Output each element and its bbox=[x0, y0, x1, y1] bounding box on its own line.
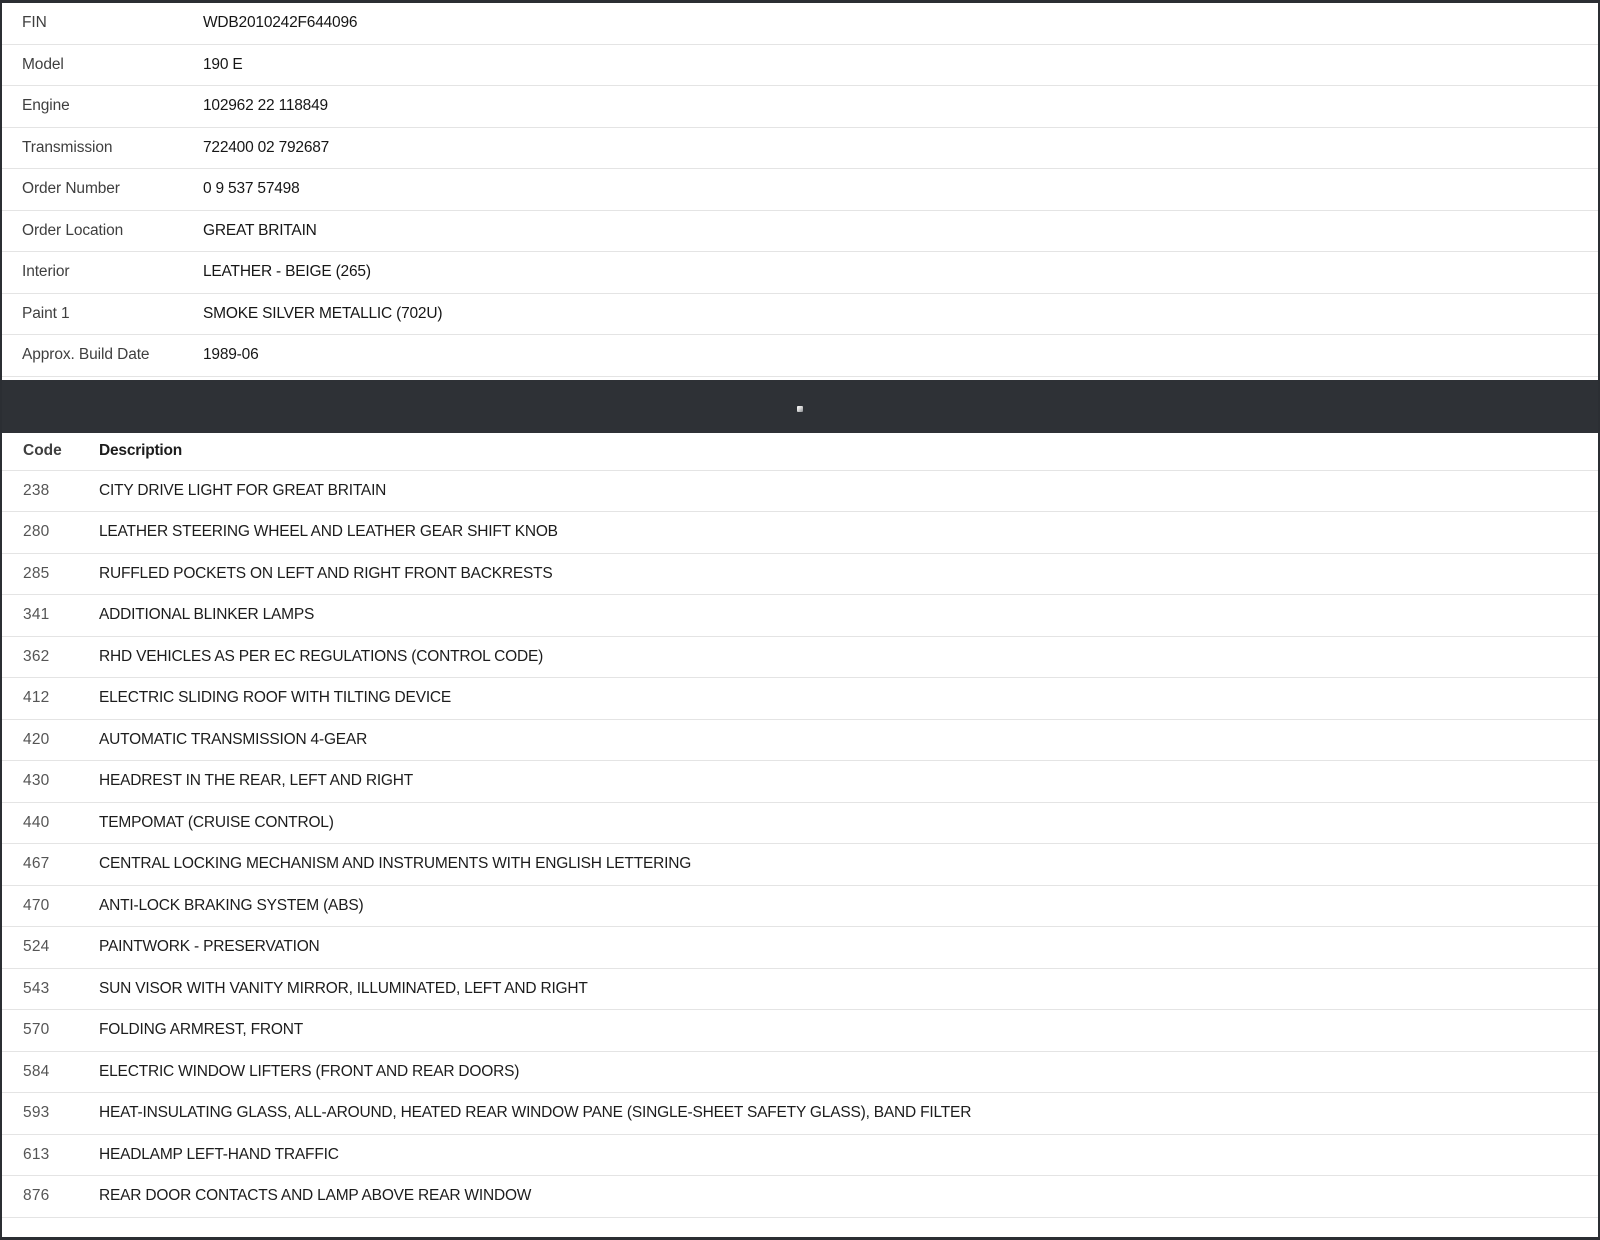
option-code: 593 bbox=[23, 1104, 50, 1122]
option-code: 412 bbox=[23, 689, 50, 707]
option-code: 570 bbox=[23, 1021, 50, 1039]
option-code-row bbox=[2, 927, 1598, 969]
broken-image-placeholder-icon bbox=[797, 406, 803, 412]
option-code-row bbox=[2, 844, 1598, 886]
option-code-row bbox=[2, 595, 1598, 637]
vehicle-info-value: LEATHER - BEIGE (265) bbox=[203, 263, 371, 281]
vehicle-info-row bbox=[2, 3, 1598, 45]
option-description: REAR DOOR CONTACTS AND LAMP ABOVE REAR WINDOW bbox=[99, 1187, 532, 1205]
option-code-row bbox=[2, 969, 1598, 1011]
vehicle-info-value: 102962 22 118849 bbox=[203, 97, 328, 115]
option-code-row bbox=[2, 554, 1598, 596]
option-description: TEMPOMAT (CRUISE CONTROL) bbox=[99, 813, 334, 831]
option-description: RHD VEHICLES AS PER EC REGULATIONS (CONTROL CODE) bbox=[99, 647, 544, 665]
option-description: CENTRAL LOCKING MECHANISM AND INSTRUMENTS WITH ENGLISH LETTERING bbox=[99, 855, 692, 873]
option-description: ELECTRIC SLIDING ROOF WITH TILTING DEVICE bbox=[99, 689, 452, 707]
option-description: AUTOMATIC TRANSMISSION 4-GEAR bbox=[99, 730, 368, 748]
option-description: ELECTRIC WINDOW LIFTERS (FRONT AND REAR DOORS) bbox=[99, 1062, 520, 1080]
option-description: CITY DRIVE LIGHT FOR GREAT BRITAIN bbox=[99, 481, 387, 499]
vehicle-info-value: 1989-06 bbox=[203, 346, 259, 364]
option-code-row bbox=[2, 678, 1598, 720]
option-code-row bbox=[2, 1093, 1598, 1135]
option-code: 420 bbox=[23, 730, 50, 748]
vehicle-info-value: WDB2010242F644096 bbox=[203, 14, 358, 32]
option-code-row bbox=[2, 1176, 1598, 1218]
vehicle-info-row bbox=[2, 294, 1598, 336]
option-code: 341 bbox=[23, 606, 50, 624]
option-description: HEADLAMP LEFT-HAND TRAFFIC bbox=[99, 1145, 339, 1163]
option-code-row bbox=[2, 512, 1598, 554]
vehicle-info-row bbox=[2, 169, 1598, 211]
vehicle-info-value: 0 9 537 57498 bbox=[203, 180, 300, 198]
vehicle-info-value: SMOKE SILVER METALLIC (702U) bbox=[203, 304, 443, 322]
option-code: 467 bbox=[23, 855, 50, 873]
options-table-body bbox=[2, 471, 1598, 1218]
option-code-row bbox=[2, 803, 1598, 845]
vehicle-info-label: Engine bbox=[22, 97, 70, 115]
vehicle-info-label: Approx. Build Date bbox=[22, 346, 150, 364]
option-code: 876 bbox=[23, 1187, 50, 1205]
description-column-header: Description bbox=[99, 442, 183, 460]
option-code-row bbox=[2, 886, 1598, 928]
vehicle-info-row bbox=[2, 45, 1598, 87]
option-code-row bbox=[2, 471, 1598, 513]
option-description: SUN VISOR WITH VANITY MIRROR, ILLUMINATED, LEFT AND RIGHT bbox=[99, 979, 588, 997]
vehicle-info-label: Model bbox=[22, 55, 64, 73]
option-description: RUFFLED POCKETS ON LEFT AND RIGHT FRONT BACKRESTS bbox=[99, 564, 553, 582]
option-code-row bbox=[2, 1010, 1598, 1052]
option-code: 470 bbox=[23, 896, 50, 914]
option-code-row bbox=[2, 1052, 1598, 1094]
option-code-row bbox=[2, 637, 1598, 679]
vehicle-info-label: Paint 1 bbox=[22, 304, 70, 322]
vehicle-info-label: Order Location bbox=[22, 221, 124, 239]
vehicle-info-row bbox=[2, 128, 1598, 170]
vehicle-info-label: Transmission bbox=[22, 138, 113, 156]
option-code-row bbox=[2, 1135, 1598, 1177]
option-description: FOLDING ARMREST, FRONT bbox=[99, 1021, 304, 1039]
option-description: PAINTWORK - PRESERVATION bbox=[99, 938, 320, 956]
option-description: ADDITIONAL BLINKER LAMPS bbox=[99, 606, 315, 624]
option-code: 362 bbox=[23, 647, 50, 665]
vehicle-info-row bbox=[2, 252, 1598, 294]
option-description: HEADREST IN THE REAR, LEFT AND RIGHT bbox=[99, 772, 414, 790]
vehicle-info-row bbox=[2, 211, 1598, 253]
option-code: 440 bbox=[23, 813, 50, 831]
options-table-header bbox=[2, 433, 1598, 471]
option-code: 285 bbox=[23, 564, 50, 582]
vehicle-info-label: Interior bbox=[22, 263, 70, 281]
vehicle-info-label: Order Number bbox=[22, 180, 120, 198]
option-code: 430 bbox=[23, 772, 50, 790]
option-code: 238 bbox=[23, 481, 50, 499]
code-column-header: Code bbox=[23, 442, 62, 460]
option-code-row bbox=[2, 761, 1598, 803]
option-description: HEAT-INSULATING GLASS, ALL-AROUND, HEATED REAR WINDOW PANE (SINGLE-SHEET SAFETY GLASS), BAND FILTER bbox=[99, 1104, 972, 1122]
vehicle-info-value: GREAT BRITAIN bbox=[203, 221, 317, 239]
vehicle-info-label: FIN bbox=[22, 14, 47, 32]
vehicle-info-row bbox=[2, 335, 1598, 377]
section-header-bar bbox=[2, 380, 1598, 433]
option-description: ANTI-LOCK BRAKING SYSTEM (ABS) bbox=[99, 896, 364, 914]
vehicle-info-table bbox=[2, 3, 1598, 377]
option-code: 584 bbox=[23, 1062, 50, 1080]
vehicle-info-value: 190 E bbox=[203, 55, 243, 73]
option-code: 613 bbox=[23, 1145, 50, 1163]
option-code: 524 bbox=[23, 938, 50, 956]
option-code: 543 bbox=[23, 979, 50, 997]
option-code: 280 bbox=[23, 523, 50, 541]
option-code-row bbox=[2, 720, 1598, 762]
vehicle-info-row bbox=[2, 86, 1598, 128]
option-description: LEATHER STEERING WHEEL AND LEATHER GEAR SHIFT KNOB bbox=[99, 523, 558, 541]
options-table bbox=[2, 433, 1598, 1218]
vehicle-info-value: 722400 02 792687 bbox=[203, 138, 330, 156]
